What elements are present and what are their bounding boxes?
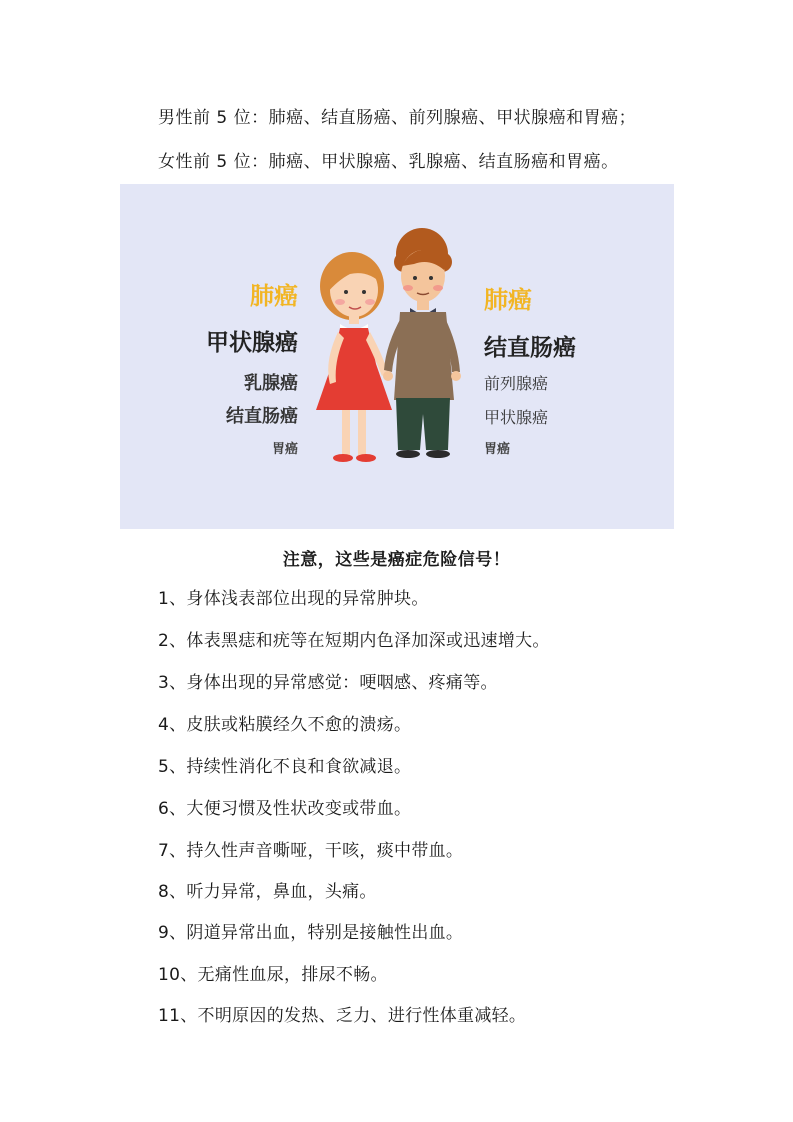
signal-item: 9、阴道异常出血，特别是接触性出血。 [158,923,464,943]
female-label-3: 乳腺癌 [244,373,298,394]
female-label-4: 结直肠癌 [226,406,298,427]
female-label-1: 肺癌 [250,282,298,310]
intro-female-line: 女性前 5 位：肺癌、甲状腺癌、乳腺癌、结直肠癌和胃癌。 [158,152,619,172]
male-label-5: 胃癌 [484,442,511,457]
section-heading: 注意，这些是癌症危险信号！ [282,550,511,570]
couple-illustration [120,184,674,529]
intro-male-line: 男性前 5 位：肺癌、结直肠癌、前列腺癌、甲状腺癌和胃癌； [158,108,637,128]
male-label-2: 结直肠癌 [484,335,576,361]
signal-item: 4、皮肤或粘膜经久不愈的溃疡。 [158,715,412,735]
female-label-2: 甲状腺癌 [206,330,298,356]
signal-item: 10、无痛性血尿，排尿不畅。 [158,965,388,985]
male-label-3: 前列腺癌 [484,374,549,393]
male-label-4: 甲状腺癌 [484,408,549,427]
signal-item: 6、大便习惯及性状改变或带血。 [158,799,412,819]
signal-item: 1、身体浅表部位出现的异常肿块。 [158,589,429,609]
female-label-5: 胃癌 [271,442,298,457]
signal-item: 8、听力异常，鼻血，头痛。 [158,882,377,902]
signal-item: 5、持续性消化不良和食欲减退。 [158,757,412,777]
signal-item: 11、不明原因的发热、乏力、进行性体重减轻。 [158,1006,527,1026]
male-label-1: 肺癌 [484,286,532,314]
signal-item: 3、身体出现的异常感觉：哽咽感、疼痛等。 [158,673,498,693]
woman-figure [316,252,392,462]
signal-item: 7、持久性声音嘶哑，干咳，痰中带血。 [158,841,464,861]
man-figure [383,228,461,458]
signal-item: 2、体表黑痣和疣等在短期内色泽加深或迅速增大。 [158,631,550,651]
cancer-ranking-illustration [120,184,674,529]
